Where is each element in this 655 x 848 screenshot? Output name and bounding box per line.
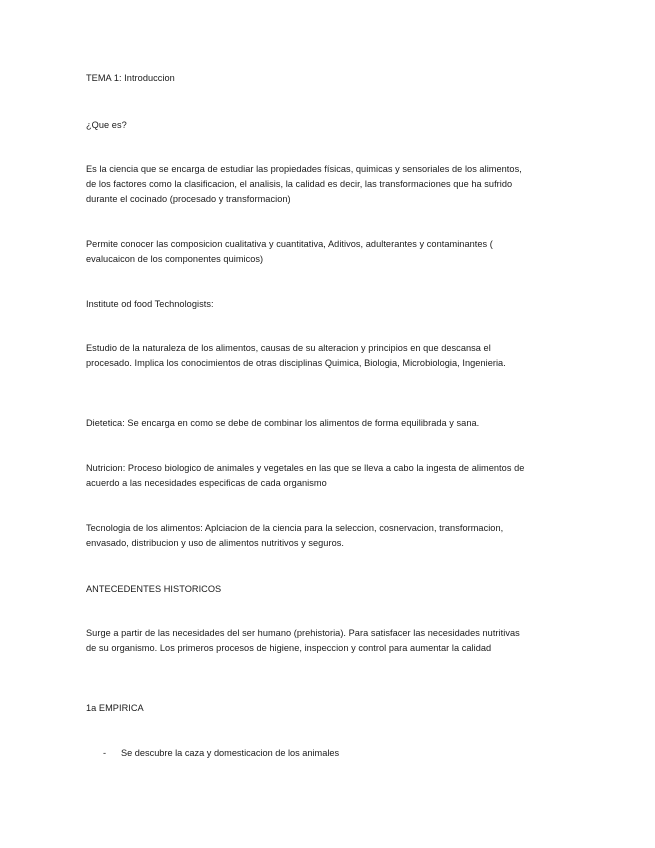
- empirica-heading: 1a EMPIRICA: [86, 703, 144, 713]
- list-item: [103, 746, 523, 761]
- nutricion-paragraph: Nutricion: Proceso biologico de animales y vegetales en las que se lleva a cabo la ingesta de alimentos de acuerdo a las necesidades especificas de cada organismo: [86, 463, 525, 488]
- tecnologia-paragraph: Tecnologia de los alimentos: Aplciacion de la ciencia para la seleccion, cosnervacion, transformacion, envasado, distribucion y uso de alimentos nutritivos y seguros.: [86, 523, 504, 548]
- institute-heading: Institute od food Technologists:: [86, 299, 214, 309]
- antecedentes-heading: ANTECEDENTES HISTORICOS: [86, 584, 222, 594]
- question-heading: ¿Que es?: [86, 120, 127, 130]
- institute-paragraph: Estudio de la naturaleza de los alimentos, causas de su alteracion y principios en que descansa el procesado. Implica los conocimientos de otras disciplinas Quimica, Biologia, Microbiologia, Ingenieria.: [86, 343, 506, 368]
- antecedentes-paragraph: Surge a partir de las necesidades del ser humano (prehistoria). Para satisfacer las necesidades nutritivas de su organismo. Los primeros procesos de higiene, inspeccion y control para aumentar la calidad: [86, 628, 520, 653]
- list-item-text: Se descubre la caza y domesticacion de los animales: [121, 748, 340, 758]
- purpose-paragraph: Permite conocer las composicion cualitativa y cuantitativa, Aditivos, adulterantes y contaminantes ( evalucaicon de los componentes quimicos): [86, 239, 493, 264]
- bullet-dash: -: [103, 748, 107, 758]
- dietetica-paragraph: Dietetica: Se encarga en como se debe de combinar los alimentos de forma equilibrada y sana.: [86, 418, 480, 428]
- document-title: TEMA 1: Introduccion: [86, 73, 175, 83]
- definition-paragraph: Es la ciencia que se encarga de estudiar las propiedades físicas, quimicas y sensoriales de los alimentos, de los factores como la clasificacion, el analisis, la calidad es decir, las transformaciones que ha sufrido durante el cocinado (procesado y transformacion): [86, 164, 522, 204]
